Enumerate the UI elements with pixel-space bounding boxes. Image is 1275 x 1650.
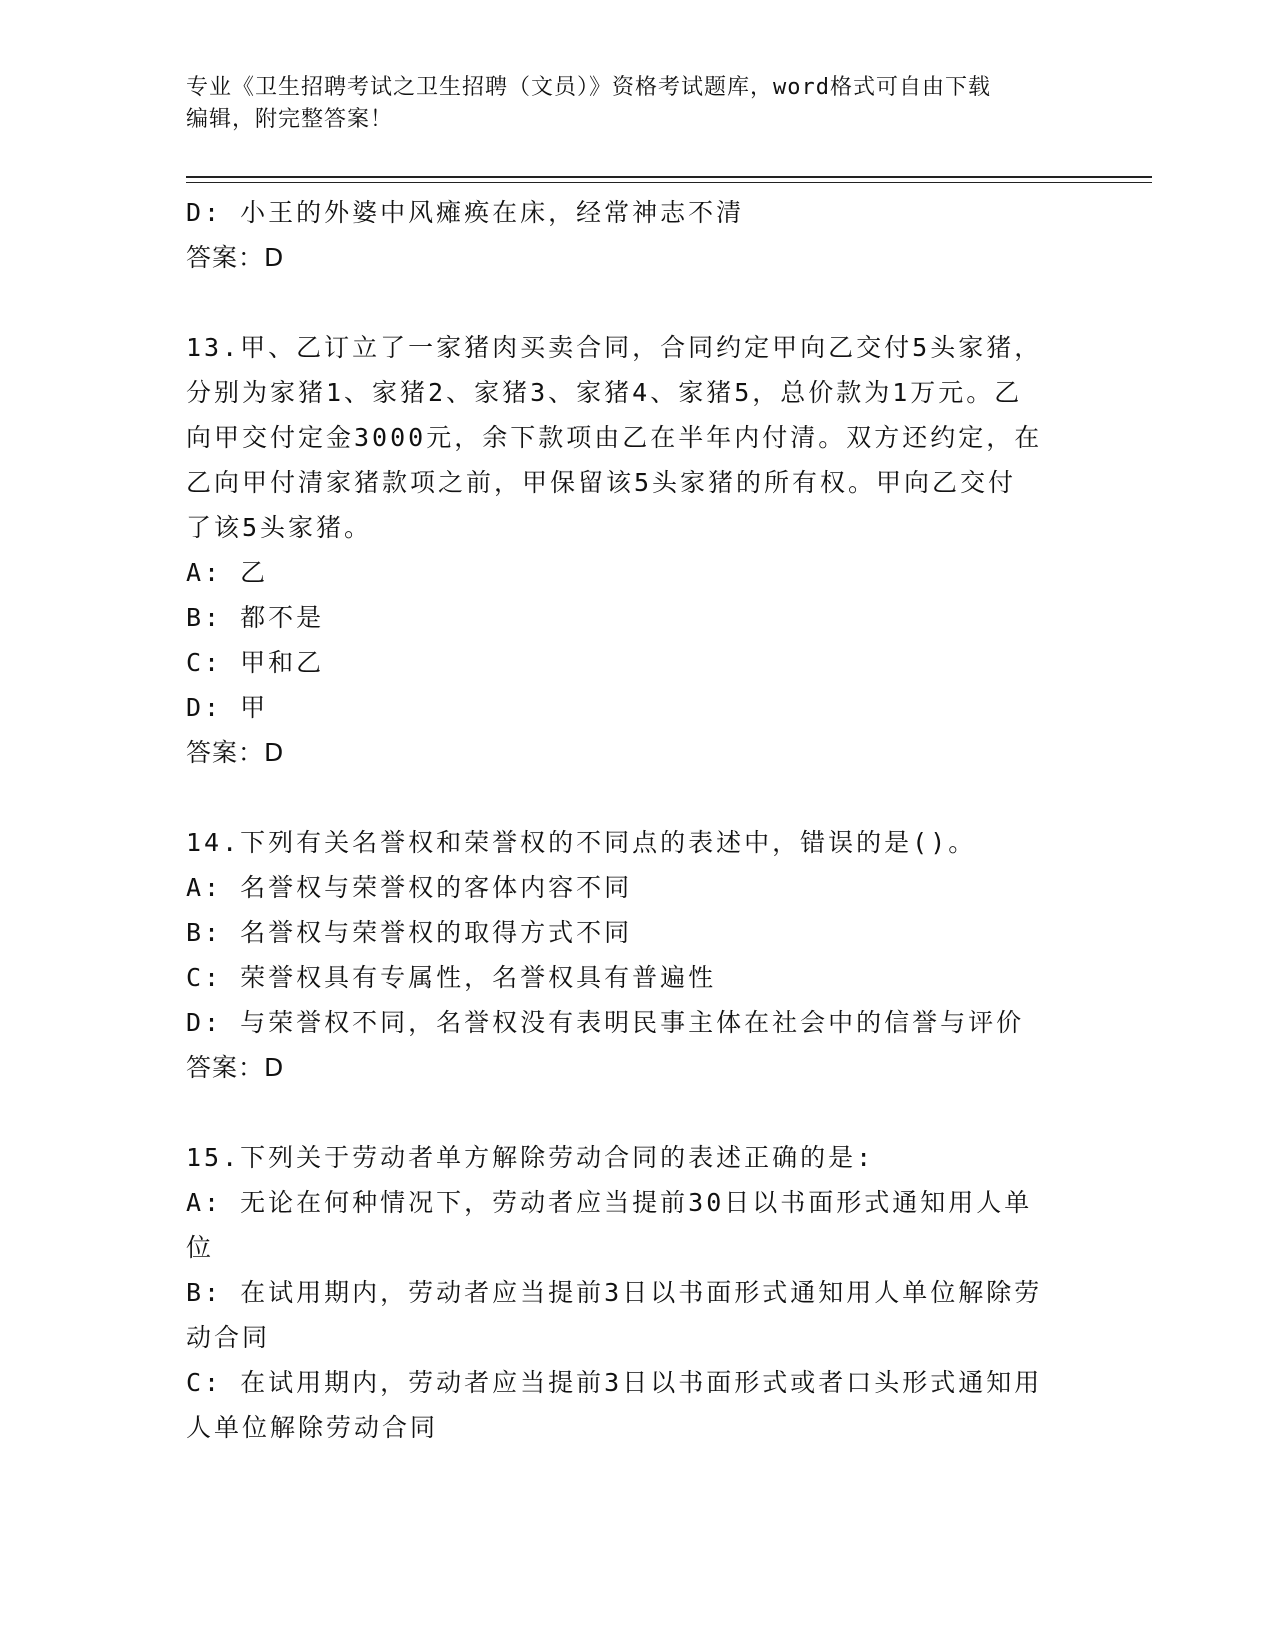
q12-option-d: D: 小王的外婆中风瘫痪在床，经常神志不清 xyxy=(186,198,745,227)
q14-stem: 14.下列有关名誉权和荣誉权的不同点的表述中，错误的是()。 xyxy=(186,828,977,857)
q13-answer: 答案：D xyxy=(186,738,285,767)
spacer xyxy=(186,280,1086,325)
q13-option-d: D: 甲 xyxy=(186,693,269,722)
q15-option-a-line: A: 无论在何种情况下，劳动者应当提前30日以书面形式通知用人单 xyxy=(186,1188,1033,1217)
q13-stem-line: 乙向甲付清家猪款项之前，甲保留该5头家猪的所有权。甲向乙交付 xyxy=(186,468,1017,497)
q12-answer: 答案：D xyxy=(186,243,285,272)
header-divider-thin xyxy=(186,182,1152,183)
q15-option-a-line: 位 xyxy=(186,1233,215,1262)
q13-stem-line: 向甲交付定金3000元，余下款项由乙在半年内付清。双方还约定，在 xyxy=(186,423,1043,452)
question-15 xyxy=(186,1135,1086,1450)
q15-option-b-line: B: 在试用期内，劳动者应当提前3日以书面形式通知用人单位解除劳 xyxy=(186,1278,1043,1307)
q14-answer: 答案：D xyxy=(186,1053,285,1082)
q14-option-a: A: 名誉权与荣誉权的客体内容不同 xyxy=(186,873,633,902)
q13-stem-line: 分别为家猪1、家猪2、家猪3、家猪4、家猪5，总价款为1万元。乙 xyxy=(186,378,1023,407)
q13-stem-line: 了该5头家猪。 xyxy=(186,513,373,542)
header-divider-thick xyxy=(186,176,1152,178)
question-list xyxy=(186,190,1086,1450)
question-12 xyxy=(186,190,1086,280)
question-13 xyxy=(186,325,1086,775)
q13-option-b: B: 都不是 xyxy=(186,603,325,632)
q14-option-d: D: 与荣誉权不同，名誉权没有表明民事主体在社会中的信誉与评价 xyxy=(186,1008,1025,1037)
q13-option-c: C: 甲和乙 xyxy=(186,648,325,677)
q15-stem: 15.下列关于劳动者单方解除劳动合同的表述正确的是: xyxy=(186,1143,875,1172)
spacer xyxy=(186,1090,1086,1135)
q13-option-a: A: 乙 xyxy=(186,558,269,587)
q14-option-c: C: 荣誉权具有专属性，名誉权具有普遍性 xyxy=(186,963,717,992)
q15-option-b-line: 动合同 xyxy=(186,1323,271,1352)
header-line-2: 编辑，附完整答案！ xyxy=(186,107,394,132)
q15-option-c-line: 人单位解除劳动合同 xyxy=(186,1413,439,1442)
q13-stem-line: 13.甲、乙订立了一家猪肉买卖合同，合同约定甲向乙交付5头家猪， xyxy=(186,333,1043,362)
spacer xyxy=(186,775,1086,820)
question-14 xyxy=(186,820,1086,1090)
q15-option-c-line: C: 在试用期内，劳动者应当提前3日以书面形式或者口头形式通知用 xyxy=(186,1368,1043,1397)
document-header xyxy=(186,72,1066,136)
q14-option-b: B: 名誉权与荣誉权的取得方式不同 xyxy=(186,918,633,947)
header-line-1: 专业《卫生招聘考试之卫生招聘（文员）》资格考试题库，word格式可自由下载 xyxy=(186,75,991,100)
